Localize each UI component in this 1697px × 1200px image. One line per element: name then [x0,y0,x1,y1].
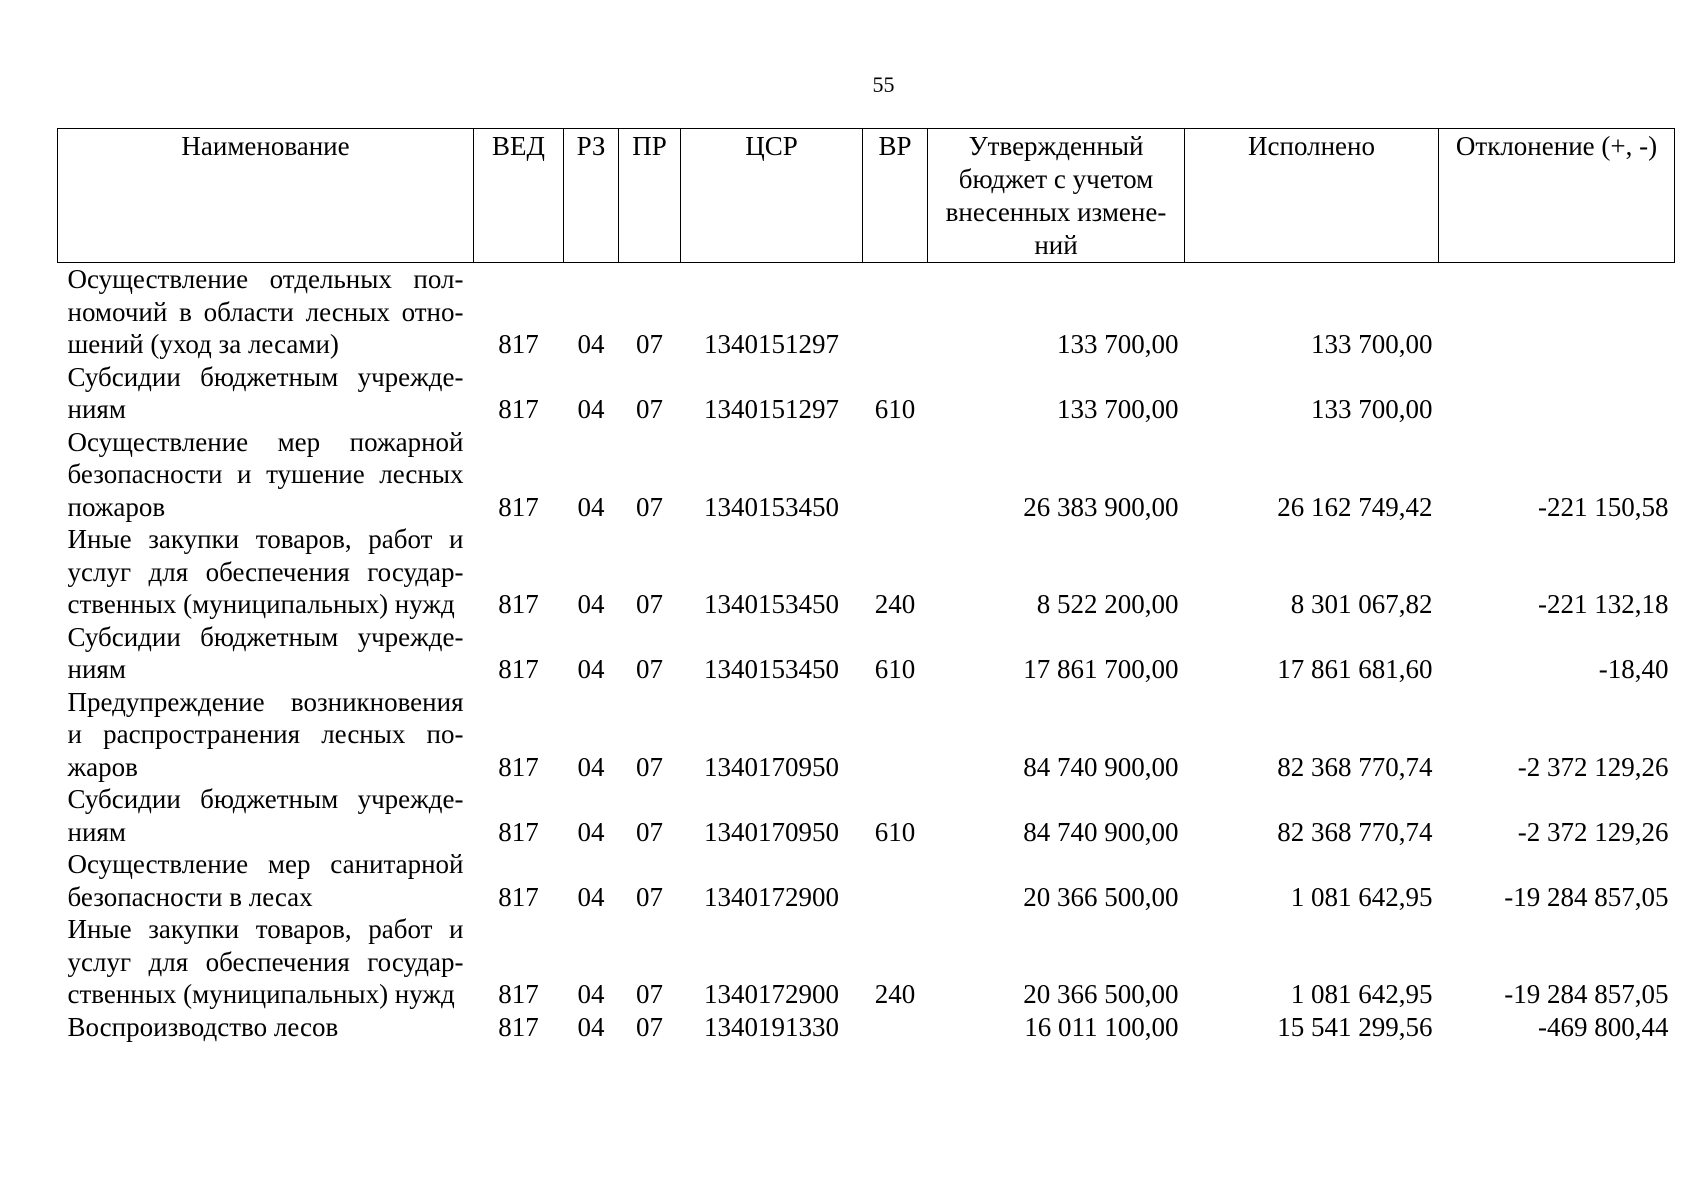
cell-ved: 817 [498,979,539,1009]
header-approved: Утвержденный бюджет с учетом внесенных измене-ний [928,129,1185,263]
cell-csr: 1340151297 [704,329,839,359]
header-csr: ЦСР [681,129,863,263]
table-row [58,913,1675,1011]
cell-pr: 07 [636,329,663,359]
cell-pr: 07 [636,881,663,912]
cell-csr: 1340153450 [704,589,839,619]
table-row [58,848,1675,913]
cell-deviation [1439,263,1675,361]
cell-rz: 04 [577,816,605,847]
cell-approved: 20 366 500,00 [1023,979,1179,1009]
cell-deviation: -469 800,44 [1538,1011,1669,1042]
table-row [58,523,1675,621]
cell-executed: 1 081 642,95 [1290,881,1433,912]
cell-csr: 1340153450 [704,491,839,522]
cell-pr: 07 [636,589,663,619]
header-row [58,129,1675,263]
cell-deviation [1439,361,1675,426]
cell-executed: 133 700,00 [1311,394,1433,424]
cell-executed: 17 861 681,60 [1277,654,1433,684]
cell-ved: 817 [498,816,539,847]
cell-executed: 26 162 749,42 [1277,491,1433,522]
cell-csr: 1340153450 [704,654,839,684]
cell-rz: 04 [577,589,605,619]
cell-pr: 07 [636,751,663,782]
cell-deviation: -19 284 857,05 [1504,881,1669,912]
cell-name: Осуществление отдельных пол-номочий в области лесных отно-шений (уход за лесами) [67,264,464,359]
cell-deviation: -2 372 129,26 [1517,751,1669,782]
cell-vr: 240 [874,979,916,1009]
cell-name: Субсидии бюджетным учрежде-ниям [67,784,464,847]
cell-deviation: -19 284 857,05 [1504,979,1669,1009]
table-row [58,1011,1675,1044]
cell-approved: 84 740 900,00 [1023,816,1179,847]
cell-executed: 82 368 770,74 [1277,751,1433,782]
cell-rz: 04 [577,329,605,359]
cell-approved: 16 011 100,00 [1024,1011,1179,1042]
table-body [58,263,1675,1044]
cell-executed: 8 301 067,82 [1290,589,1433,619]
cell-name: Субсидии бюджетным учрежде-ниям [67,361,464,424]
cell-deviation: -2 372 129,26 [1517,816,1669,847]
header-vr: ВР [863,129,928,263]
cell-vr [863,263,928,361]
page-number: 55 [872,72,895,97]
cell-rz: 04 [577,394,605,424]
cell-rz: 04 [577,491,605,522]
cell-vr [863,686,928,784]
cell-rz: 04 [577,881,605,912]
cell-vr: 610 [874,394,916,424]
cell-vr: 610 [874,654,916,684]
cell-ved: 817 [498,1011,539,1042]
cell-ved: 817 [498,654,539,684]
table-row [58,426,1675,524]
cell-pr: 07 [636,491,663,522]
cell-deviation: -18,40 [1598,654,1669,684]
cell-rz: 04 [577,654,605,684]
cell-pr: 07 [636,394,663,424]
cell-ved: 817 [498,589,539,619]
cell-approved: 17 861 700,00 [1023,654,1179,684]
cell-name: Осуществление мер санитарной безопасности в лесах [67,849,464,912]
cell-csr: 1340170950 [704,816,839,847]
cell-executed: 133 700,00 [1311,329,1433,359]
cell-name: Осуществление мер пожарной безопасности и тушение лесных пожаров [67,426,464,522]
cell-executed: 15 541 299,56 [1277,1011,1433,1042]
header-rz: РЗ [564,129,619,263]
cell-csr: 1340151297 [704,394,839,424]
cell-ved: 817 [498,394,539,424]
cell-pr: 07 [636,816,663,847]
cell-name: Иные закупки товаров, работ и услуг для обеспечения государ-ственных (муниципальных) нужд [67,524,464,619]
cell-rz: 04 [577,979,605,1009]
table-row [58,783,1675,848]
cell-pr: 07 [636,979,663,1009]
header-ved: ВЕД [474,129,564,263]
cell-ved: 817 [498,329,539,359]
cell-name: Иные закупки товаров, работ и услуг для обеспечения государ-ственных (муниципальных) нужд [67,914,464,1009]
cell-approved: 8 522 200,00 [1036,589,1179,619]
table-row [58,686,1675,784]
cell-csr: 1340191330 [704,1011,839,1042]
cell-csr: 1340172900 [704,881,839,912]
header-deviation: Отклонение (+, -) [1439,129,1675,263]
cell-approved: 133 700,00 [1057,394,1179,424]
cell-name: Предупреждение возникновения и распространения лесных по-жаров [67,686,464,782]
cell-vr: 240 [874,589,916,619]
table-row [58,263,1675,361]
cell-approved: 20 366 500,00 [1023,881,1179,912]
cell-ved: 817 [498,491,539,522]
cell-executed: 82 368 770,74 [1277,816,1433,847]
cell-vr [863,848,928,913]
cell-vr: 610 [874,816,916,847]
cell-name: Воспроизводство лесов [67,1011,339,1042]
header-executed: Исполнено [1185,129,1439,263]
cell-executed: 1 081 642,95 [1290,979,1433,1009]
cell-csr: 1340172900 [704,979,839,1009]
cell-ved: 817 [498,751,539,782]
cell-rz: 04 [577,1011,605,1042]
table-header [58,129,1675,263]
cell-deviation: -221 132,18 [1538,589,1669,619]
cell-pr: 07 [636,1011,663,1042]
cell-pr: 07 [636,654,663,684]
cell-csr: 1340170950 [704,751,839,782]
header-pr: ПР [619,129,681,263]
cell-name: Субсидии бюджетным учрежде-ниям [67,621,464,684]
budget-execution-table [57,128,1675,1043]
table-row [58,361,1675,426]
table-row [58,621,1675,686]
cell-vr [863,1011,928,1044]
cell-vr [863,426,928,524]
cell-deviation: -221 150,58 [1538,491,1669,522]
header-name: Наименование [58,129,474,263]
cell-approved: 84 740 900,00 [1023,751,1179,782]
cell-ved: 817 [498,881,539,912]
cell-rz: 04 [577,751,605,782]
cell-approved: 133 700,00 [1057,329,1179,359]
cell-approved: 26 383 900,00 [1023,491,1179,522]
